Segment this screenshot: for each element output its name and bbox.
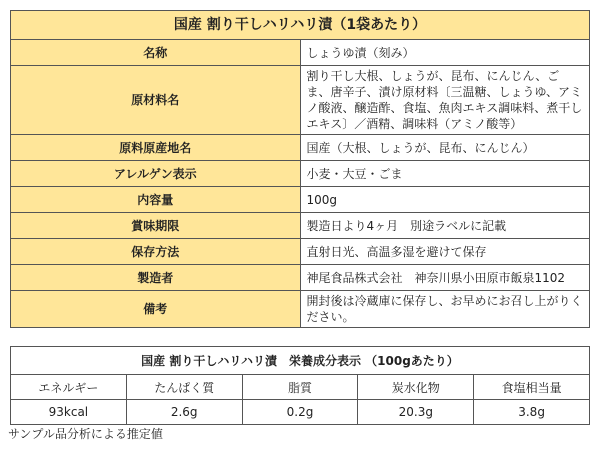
nutrition-header: 脂質 — [242, 375, 358, 400]
nutrition-header: 炭水化物 — [358, 375, 474, 400]
label-key: 賞味期限 — [11, 213, 301, 239]
label-key: アレルゲン表示 — [11, 161, 301, 187]
nutrition-value: 93kcal — [11, 400, 127, 425]
label-row-storage — [11, 239, 590, 265]
label-key: 原料原産地名 — [11, 135, 301, 161]
nutrition-header: たんぱく質 — [126, 375, 242, 400]
label-row-expiry — [11, 213, 590, 239]
label-key: 保存方法 — [11, 239, 301, 265]
nutrition-title: 国産 割り干しハリハリ漬 栄養成分表示 （100gあたり） — [11, 347, 590, 375]
nutrition-header: エネルギー — [11, 375, 127, 400]
nutrition-value: 2.6g — [126, 400, 242, 425]
label-row-manufacturer — [11, 265, 590, 291]
nutrition-table — [10, 346, 590, 425]
footnote: サンプル品分析による推定値 — [8, 427, 163, 441]
label-key: 製造者 — [11, 265, 301, 291]
label-row-name — [11, 40, 590, 66]
product-label-table — [10, 10, 590, 328]
label-title: 国産 割り干しハリハリ漬（1袋あたり） — [11, 11, 590, 40]
label-value: 割り干し大根、しょうが、昆布、にんじん、ごま、唐辛子、漬け原材料〔三温糖、しょうゆ、アミノ酸液、醸造酢、食塩、魚肉エキス調味料、煮干しエキス〕／酒精、調味料（アミノ酸等） — [300, 66, 590, 135]
label-value: 開封後は冷蔵庫に保存し、お早めにお召し上がりください。 — [300, 291, 590, 328]
label-title-row — [11, 11, 590, 40]
label-row-notes — [11, 291, 590, 328]
label-value: 小麦・大豆・ごま — [300, 161, 590, 187]
label-row-content — [11, 187, 590, 213]
nutrition-header: 食塩相当量 — [474, 375, 590, 400]
label-row-ingredients — [11, 66, 590, 135]
label-row-origin — [11, 135, 590, 161]
nutrition-value: 0.2g — [242, 400, 358, 425]
label-value: 神尾食品株式会社 神奈川県小田原市飯泉1102 — [300, 265, 590, 291]
nutrition-value-row — [11, 400, 590, 425]
label-key: 内容量 — [11, 187, 301, 213]
label-value: 製造日より4ヶ月 別途ラベルに記載 — [300, 213, 590, 239]
label-row-allergen — [11, 161, 590, 187]
label-key: 備考 — [11, 291, 301, 328]
label-value: しょうゆ漬（刻み） — [300, 40, 590, 66]
nutrition-header-row — [11, 375, 590, 400]
label-key: 名称 — [11, 40, 301, 66]
label-value: 直射日光、高温多湿を避けて保存 — [300, 239, 590, 265]
label-value: 100g — [300, 187, 590, 213]
nutrition-title-row — [11, 347, 590, 375]
label-key: 原材料名 — [11, 66, 301, 135]
nutrition-value: 3.8g — [474, 400, 590, 425]
label-value: 国産（大根、しょうが、昆布、にんじん） — [300, 135, 590, 161]
nutrition-value: 20.3g — [358, 400, 474, 425]
